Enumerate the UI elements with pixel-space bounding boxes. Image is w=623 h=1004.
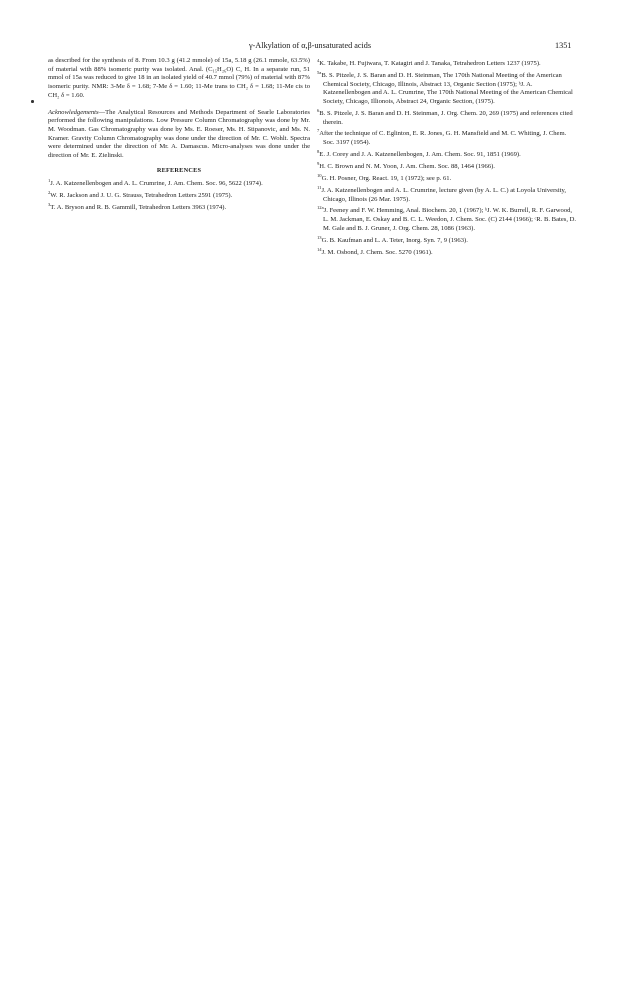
- reference-mark: 1: [48, 178, 51, 184]
- reference-mark: 5a: [317, 69, 322, 75]
- page-number: 1351: [555, 41, 572, 50]
- reference-item: [317, 234, 579, 246]
- reference-item: [317, 69, 579, 107]
- reference-item: [48, 177, 310, 189]
- reference-item: [317, 107, 579, 128]
- reference-mark: 9: [317, 160, 320, 166]
- reference-item: [317, 57, 579, 69]
- reference-item: [317, 246, 579, 258]
- reference-item: [317, 204, 579, 233]
- reference-item: [317, 160, 579, 172]
- experimental-paragraph: as described for the synthesis of 8. From 10.3 g (41.2 mmole) of 15a, 5.18 g (26.1 mmole, 63.5%) of material with 88% isomeric purity was isolated. Anal. (C₁₅H₂₆O) C, H. In a separate run, 51 mmol of 15a was reduced to give 18 in an isolated yield of 40.7 mmol (79%) of material with 87% isomeric purity. NMR: 3-Me δ = 1.68; 7-Me δ = 1.60; 11-Me trans to CH₂ δ = 1.68; 11-Me cis to CH₂ δ = 1.60.: [48, 57, 310, 99]
- reference-text: T. A. Bryson and R. B. Gammill, Tetrahedron Letters 3963 (1974).: [50, 204, 227, 212]
- reference-mark: 10: [317, 172, 322, 178]
- acknowledgements-title: Acknowledgements: [48, 108, 99, 116]
- reference-mark: 7: [317, 128, 320, 134]
- reference-text: J. Feeney and F. W. Hemming, Anal. Biochem. 20, 1 (1967); ᵇJ. W. K. Burrell, R. F. Garwood, L. M. Jackman, E. Oskay and B. C. L. Weedon, J. Chem. Soc. (C) 2144 (1966); ᶜR. B. Bates, D. M. Gale and B. J. Gruner, J. Org. Chem. 28, 1086 (1963).: [323, 207, 577, 232]
- reference-mark: 6: [317, 107, 320, 113]
- reference-text: J. A. Katzenellenbogen and A. L. Crumrine, J. Am. Chem. Soc. 96, 5622 (1974).: [50, 180, 263, 188]
- references-heading: REFERENCES: [156, 166, 202, 174]
- reference-item: [317, 172, 579, 184]
- reference-text: B. S. Pitzele, J. S. Baran and D. H. Steinman, The 170th National Meeting of the American Chemical Society, Chicago, Illinois, Abstract 13, Organic Section (1975); ᵇJ. A. Katzenellenbogen and A. L. Crumrine, The 170th National Meeting of the American Chemical Society, Chicago, Illionois, Abstract 24, Organic Section, (1975).: [321, 72, 573, 106]
- reference-mark: 8: [317, 149, 320, 155]
- reference-text: H. C. Brown and N. M. Yoon, J. Am. Chem. Soc. 88, 1464 (1966).: [319, 163, 495, 171]
- reference-mark: 3: [48, 202, 51, 208]
- reference-text: G. B. Kaufman and L. A. Teter, Inorg. Syn. 7, 9 (1963).: [321, 236, 468, 244]
- right-column: [317, 57, 579, 257]
- acknowledgements-text: —The Analytical Resources and Methods Department of Searle Laboratories performed the following manipulations. Low Pressure Column Chromatography was done by Mr. M. Woodman. Gas Chromatography was done by Ms. E. Roeser, Ms. H. Stipanovic, and Ms. N. Kramer. Gravity Column Chromatography was done under the direction of Mr. C. Wohlt. Spectra were determined under the direction of Mr. A. Damascus. Micro-analyses was done under the direction of Mr. E. Zielinski.: [48, 108, 310, 160]
- reference-item: [48, 201, 310, 213]
- reference-item: [317, 184, 579, 205]
- reference-mark: 2: [48, 190, 51, 196]
- reference-mark: 11: [317, 184, 322, 190]
- running-head: γ-Alkylation of α,β-unsaturated acids: [248, 41, 372, 50]
- reference-text: E. J. Corey and J. A. Katzenellenbogen, J. Am. Chem. Soc. 91, 1851 (1969).: [319, 151, 521, 159]
- margin-dot: [31, 100, 34, 103]
- reference-text: W. R. Jackson and J. U. G. Strauss, Tetrahedron Letters 2591 (1975).: [50, 192, 233, 200]
- reference-text: B. S. Pitzele, J. S. Baran and D. H. Steinman, J. Org. Chem. 20, 269 (1975) and references cited therein.: [319, 110, 573, 126]
- reference-item: [317, 127, 579, 148]
- reference-item: [317, 148, 579, 160]
- reference-text: K. Takabe, H. Fujiwara, T. Katagiri and J. Tanaka, Tetrahedron Letters 1237 (1975).: [319, 60, 541, 68]
- reference-mark: 12a: [317, 205, 324, 211]
- reference-mark: 14: [317, 246, 322, 252]
- reference-text: J. A. Katzenellenbogen and A. L. Crumrine, lecture given (by A. L. C.) at Loyola University, Chicago, Illinois (26 Mar. 1975).: [321, 186, 567, 203]
- reference-text: G. H. Posner, Org. React. 19, 1 (1972); see p. 61.: [321, 175, 452, 183]
- left-column: [48, 57, 310, 213]
- reference-text: After the technique of C. Eglinton, E. R. Jones, G. H. Mansfield and M. C. Whiting, J. Chem. Soc. 3197 (1954).: [319, 130, 567, 147]
- acknowledgements-paragraph: [48, 109, 310, 161]
- reference-item: [48, 189, 310, 201]
- reference-mark: 4: [317, 58, 320, 63]
- reference-text: J. M. Osbond, J. Chem. Soc. 5270 (1961).: [321, 248, 433, 256]
- reference-mark: 13: [317, 234, 322, 240]
